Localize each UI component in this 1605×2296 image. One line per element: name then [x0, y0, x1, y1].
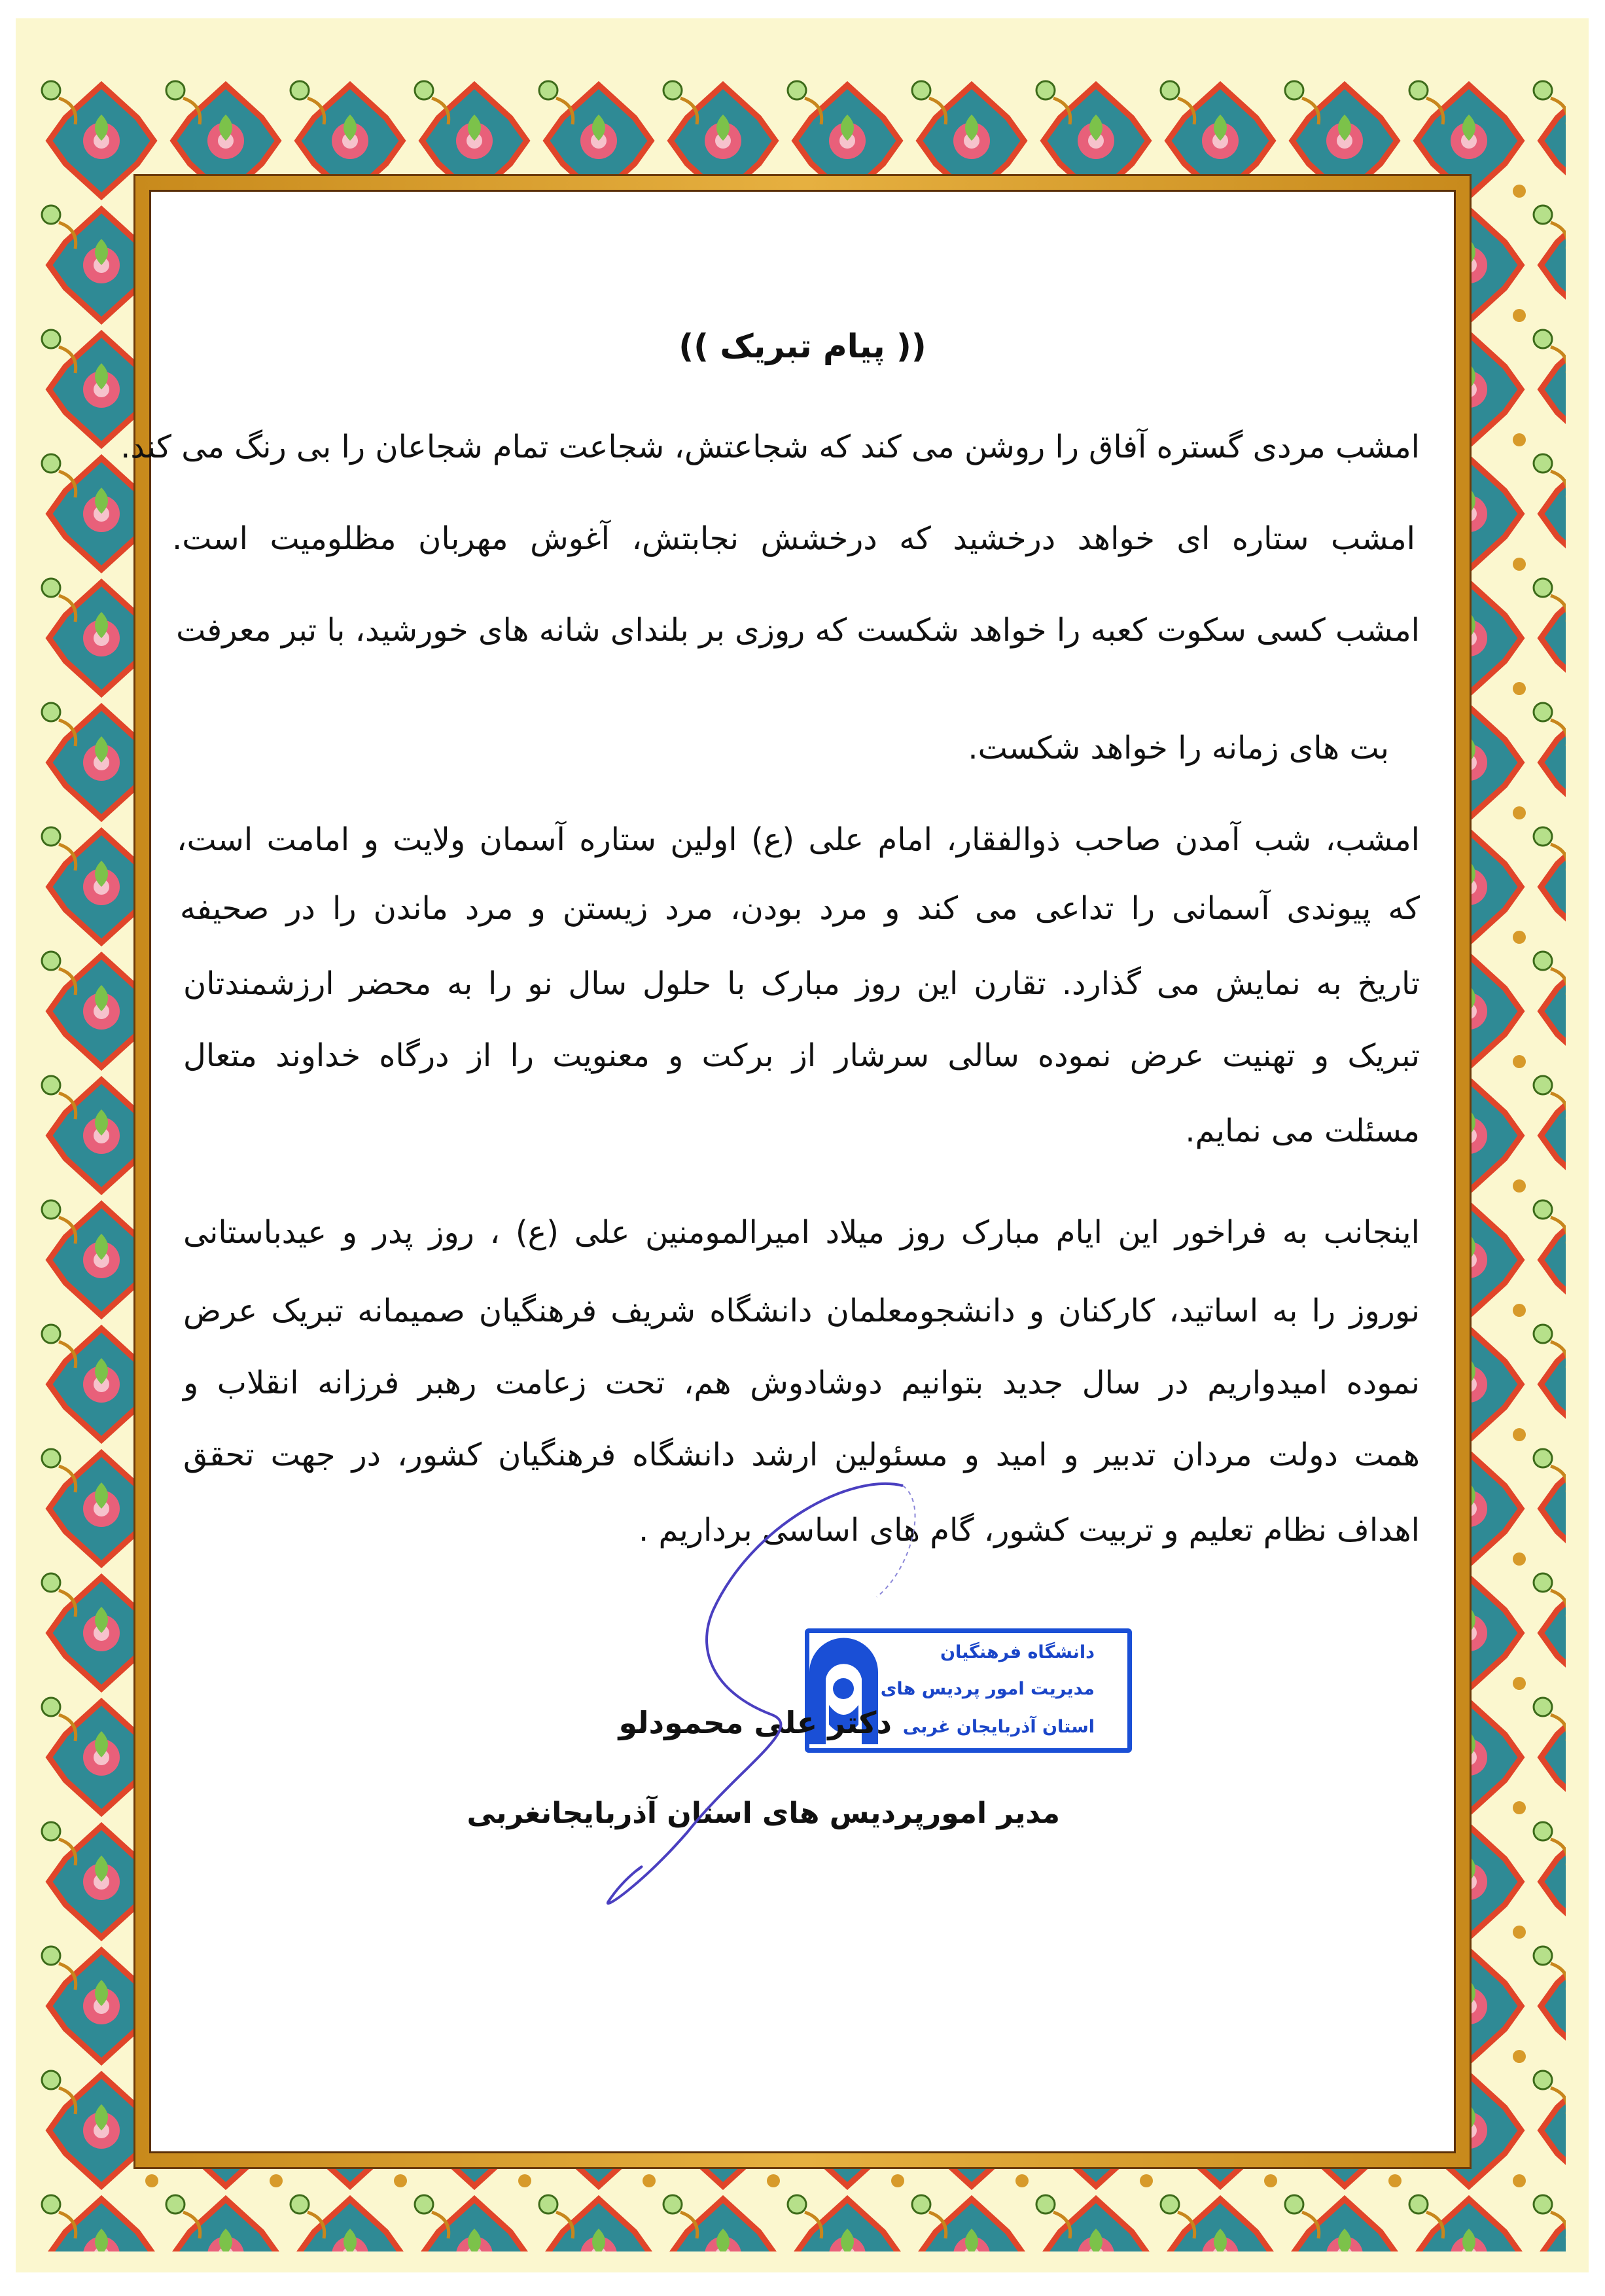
stamp-line-3: استان آذربایجان غربی	[902, 1717, 1095, 1737]
stamp-line-1: دانشگاه فرهنگیان	[940, 1642, 1095, 1662]
body-line: مسئلت می نمایم.	[1185, 1113, 1420, 1149]
body-line: تاریخ به نمایش می گذارد. تقارن این روز مبارک با حلول سال نو را به محضر ارزشمندتان	[183, 965, 1420, 1002]
body-line: امشب، شب آمدن صاحب ذوالفقار، امام علی (ع) اولین ستاره آسمان ولایت و امامت است،	[177, 821, 1420, 858]
body-line: امشب کسی سکوت کعبه را خواهد شکست که روزی بر بلندای شانه های خورشید، با تبر معرفت	[176, 612, 1420, 649]
stamp-line-2: مدیریت امور پردیس های	[880, 1679, 1095, 1699]
body-line: که پیوندی آسمانی را تداعی می کند و مرد بودن، مرد زیستن و مرد ماندن را در صحیفه	[180, 890, 1420, 927]
body-line: امشب مردی گستره آفاق را روشن می کند که شجاعتش، شجاعت تمام شجاعان را بی رنگ می کند.	[120, 429, 1420, 465]
body-line: نوروز را به اساتید، کارکنان و دانشجومعلمان دانشگاه شریف فرهنگیان صمیمانه تبریک عرض	[183, 1293, 1420, 1329]
body-line: همت دولت مردان تدبیر و امید و مسئولین ارشد دانشگاه فرهنگیان کشور، در جهت تحقق	[183, 1437, 1420, 1473]
body-line: امشب ستاره ای خواهد درخشید که درخشش نجابتش، آغوش مهربان مظلومیت است.	[172, 520, 1415, 557]
body-line: نموده امیدواریم در سال جدید بتوانیم دوشادوش هم، تحت زعامت رهبر فرزانه انقلاب و	[183, 1365, 1420, 1401]
body-line: تبریک و تهنیت عرض نموده سالی سرشار از برکت و معنویت را از درگاه خداوند متعال	[183, 1037, 1420, 1074]
body-line: بت های زمانه را خواهد شکست.	[968, 730, 1389, 766]
body-line: اهداف نظام تعلیم و تربیت کشور، گام های اساسی برداریم .	[639, 1512, 1420, 1549]
letter-body-area	[120, 190, 1456, 2153]
signatory-position: مدیر امورپردیس های استان آذربایجانغربی	[467, 1797, 1060, 1830]
letter-title: (( پیام تبریک ))	[679, 327, 926, 365]
body-line: اینجانب به فراخور این ایام مبارک روز میلاد امیرالمومنین علی (ع) ، روز پدر و عیدباستانی	[183, 1214, 1420, 1251]
signatory-name: دکتر علی محمودلو	[618, 1705, 892, 1740]
